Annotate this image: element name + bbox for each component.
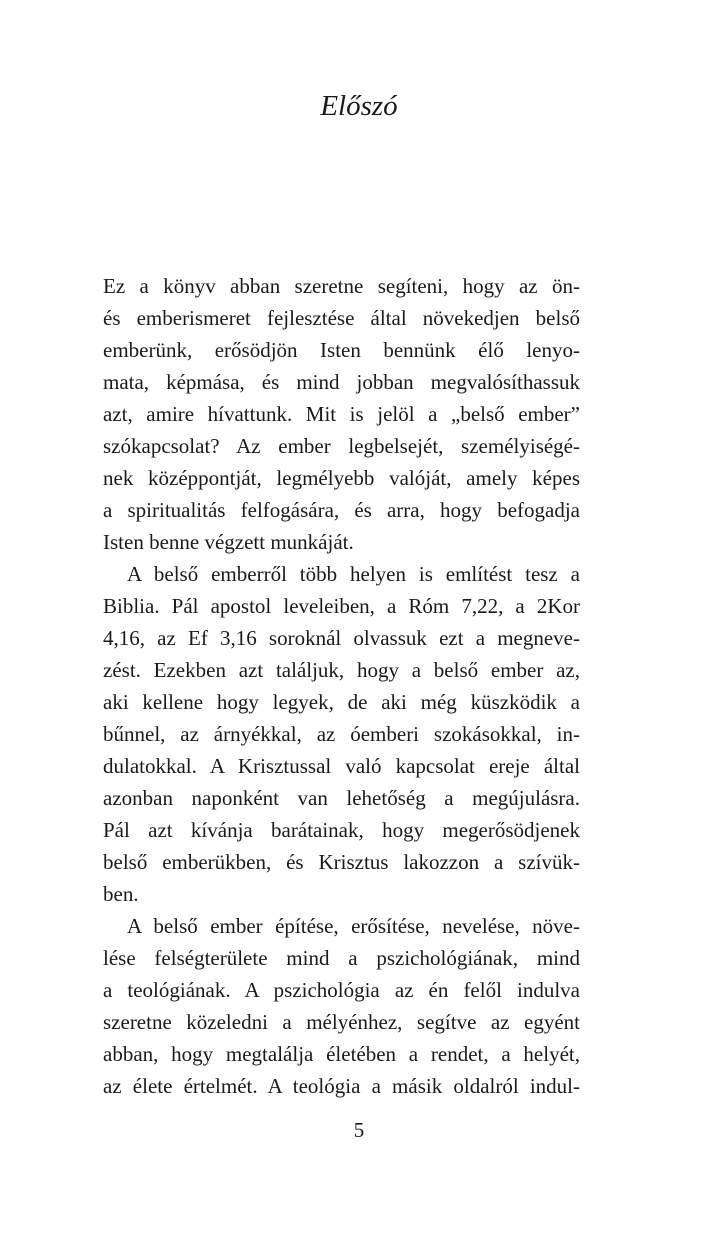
text-line: A belső ember építése, erősítése, nevelése, növe- <box>127 914 580 938</box>
text-line: belső emberükben, és Krisztus lakozzon a szívük- <box>103 850 580 874</box>
text-line: Biblia. Pál apostol leveleiben, a Róm 7,22, a 2Kor <box>103 594 580 618</box>
chapter-title: Előszó <box>320 90 398 122</box>
text-line: szeretne közeledni a mélyénhez, segítve az egyént <box>103 1010 580 1034</box>
text-line: 4,16, az Ef 3,16 soroknál olvassuk ezt a megneve- <box>103 626 580 650</box>
text-line: aki kellene hogy legyek, de aki még küszködik a <box>103 690 580 714</box>
text-line: mata, képmása, és mind jobban megvalósíthassuk <box>103 370 580 394</box>
text-line: emberünk, erősödjön Isten bennünk élő lenyo- <box>103 338 580 362</box>
text-line: az élete értelmét. A teológia a másik oldalról indul- <box>103 1074 580 1098</box>
paragraph <box>103 910 580 1102</box>
text-line: a teológiának. A pszichológia az én felől indulva <box>103 978 580 1002</box>
text-line: szókapcsolat? Az ember legbelsejét, személyiségé- <box>103 434 580 458</box>
paragraph <box>103 270 580 558</box>
paragraph <box>103 558 580 910</box>
text-line: bűnnel, az árnyékkal, az óemberi szokásokkal, in- <box>103 722 580 746</box>
text-line: ben. <box>103 882 139 906</box>
page-number: 5 <box>353 1118 365 1142</box>
text-line: Isten benne végzett munkáját. <box>103 530 354 554</box>
text-line: dulatokkal. A Krisztussal való kapcsolat ereje által <box>103 754 580 778</box>
text-line: azonban naponként van lehetőség a megújulásra. <box>103 786 580 810</box>
text-line: és emberismeret fejlesztése által növekedjen belső <box>103 306 580 330</box>
text-line: A belső emberről több helyen is említést tesz a <box>127 562 580 586</box>
text-line: zést. Ezekben azt találjuk, hogy a belső ember az, <box>103 658 580 682</box>
text-line: a spiritualitás felfogására, és arra, hogy befogadja <box>103 498 580 522</box>
body-text <box>103 270 580 1102</box>
text-line: lése felségterülete mind a pszichológiának, mind <box>103 946 580 970</box>
text-line: nek középpontját, legmélyebb valóját, amely képes <box>103 466 580 490</box>
text-line: azt, amire hívattunk. Mit is jelöl a „belső ember” <box>103 402 580 426</box>
text-line: Ez a könyv abban szeretne segíteni, hogy az ön- <box>103 274 580 298</box>
text-line: abban, hogy megtalálja életében a rendet, a helyét, <box>103 1042 580 1066</box>
text-line: Pál azt kívánja barátainak, hogy megerősödjenek <box>103 818 580 842</box>
